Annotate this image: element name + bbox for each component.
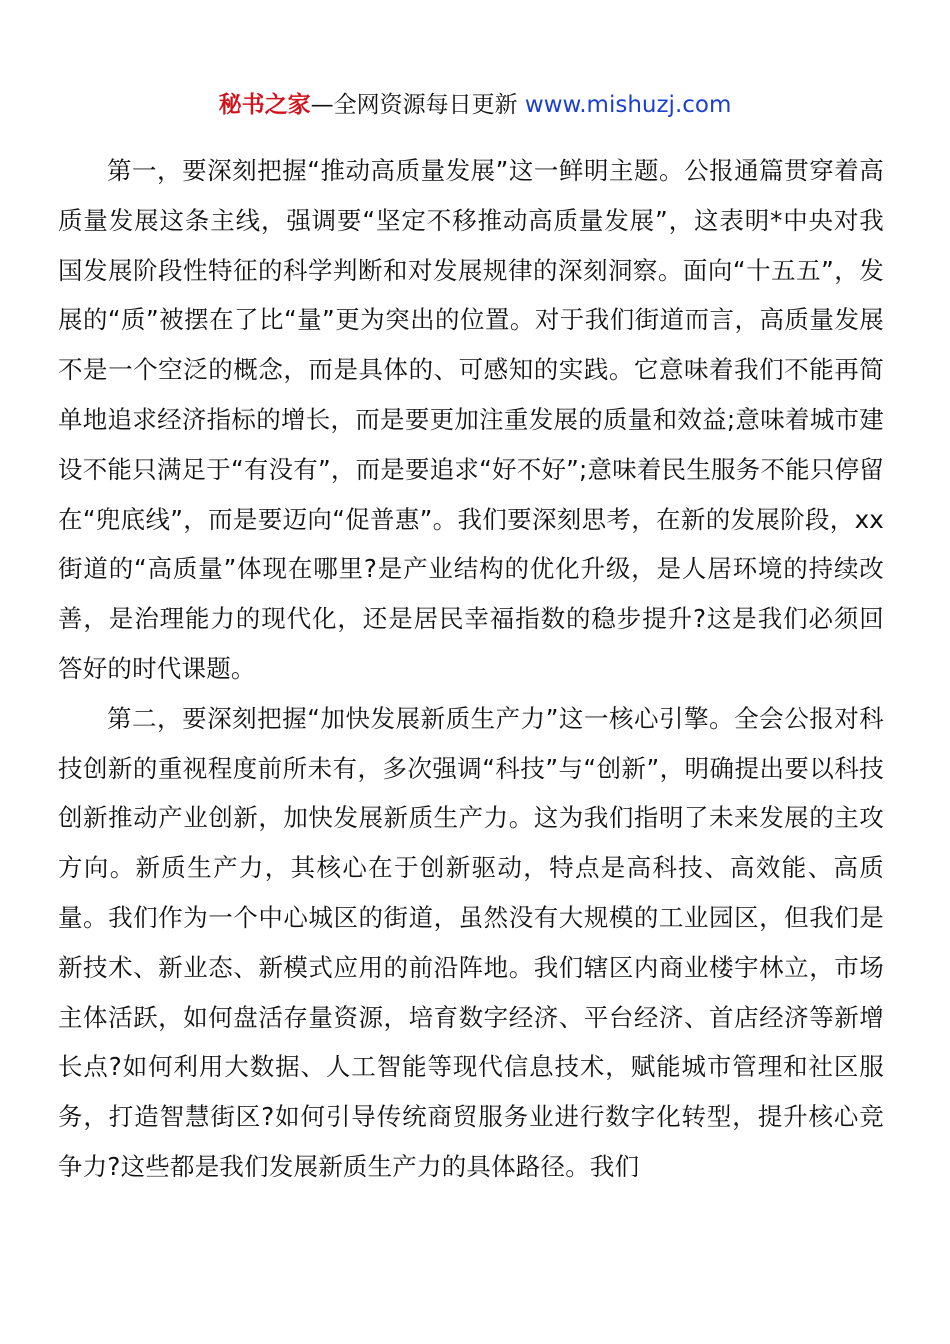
site-url-link[interactable]: www.mishuzj.com xyxy=(524,92,732,118)
site-brand: 秘书之家 xyxy=(218,92,311,118)
site-tagline: —全网资源每日更新 xyxy=(310,92,518,118)
site-header xyxy=(0,88,950,122)
paragraph-1: 第一，要深刻把握“推动高质量发展”这一鲜明主题。公报通篇贯穿着高质量发展这条主线，强调要“坚定不移推动高质量发展”，这表明*中央对我国发展阶段性特征的科学判断和对发展规律的深刻洞察。面向“十五五”，发展的“质”被摆在了比“量”更为突出的位置。对于我们街道而言，高质量发展不是一个空泛的概念，而是具体的、可感知的实践。它意味着我们不能再简单地追求经济指标的增长，而是要更加注重发展的质量和效益;意味着城市建设不能只满足于“有没有”，而是要追求“好不好”;意味着民生服务不能只停留在“兜底线”，而是要迈向“促普惠”。我们要深刻思考，在新的发展阶段，xx街道的“高质量”体现在哪里?是产业结构的优化升级，是人居环境的持续改善，是治理能力的现代化，还是居民幸福指数的稳步提升?这是我们必须回答好的时代课题。 xyxy=(58,156,884,683)
document-body xyxy=(58,146,884,1192)
paragraph-2: 第二，要深刻把握“加快发展新质生产力”这一核心引擎。全会公报对科技创新的重视程度前所未有，多次强调“科技”与“创新”，明确提出要以科技创新推动产业创新，加快发展新质生产力。这为我们指明了未来发展的主攻方向。新质生产力，其核心在于创新驱动，特点是高科技、高效能、高质量。我们作为一个中心城区的街道，虽然没有大规模的工业园区，但我们是新技术、新业态、新模式应用的前沿阵地。我们辖区内商业楼宇林立，市场主体活跃，如何盘活存量资源，培育数字经济、平台经济、首店经济等新增长点?如何利用大数据、人工智能等现代信息技术，赋能城市管理和社区服务，打造智慧街区?如何引导传统商贸服务业进行数字化转型，提升核心竞争力?这些都是我们发展新质生产力的具体路径。我们 xyxy=(58,703,884,1181)
